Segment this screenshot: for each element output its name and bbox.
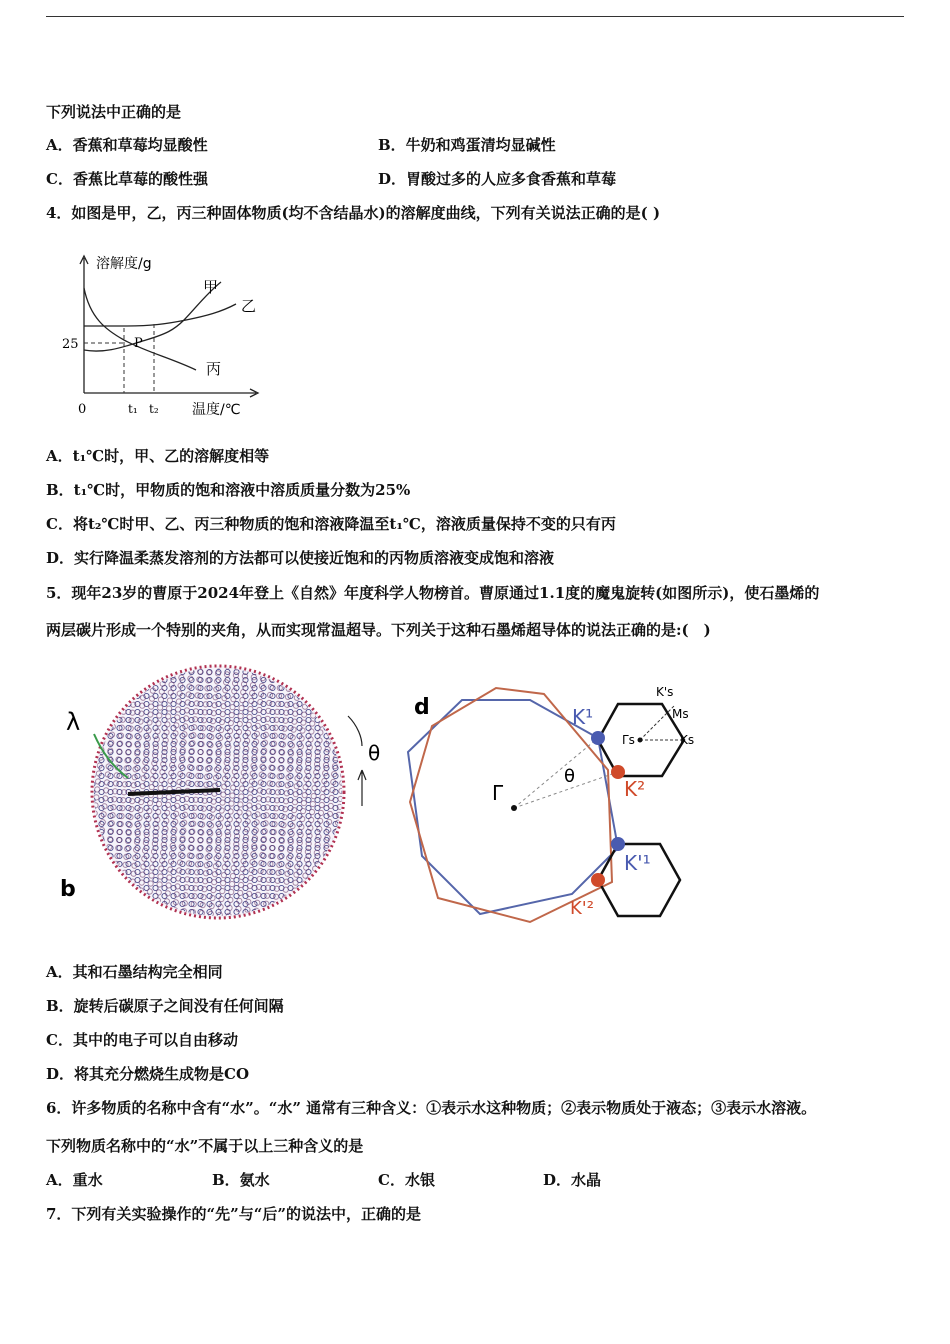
origin-label: 0 (78, 402, 87, 417)
ms-label: Ms (672, 707, 689, 721)
q5-option-b: B．旋转后碳原子之间没有任何间隔 (46, 997, 284, 1015)
series-label-bing: 丙 (206, 360, 222, 378)
graphene-figure (52, 660, 707, 932)
theta-arrow-bottom (358, 770, 366, 806)
gamma-dot (511, 805, 517, 811)
panel-b-label: b (60, 877, 76, 902)
q4-option-a: A．t₁℃时，甲、乙的溶解度相等 (46, 447, 270, 465)
q4-option-c: C．将t₂℃时甲、乙、丙三种物质的饱和溶液降温至t₁℃，溶液质量保持不变的只有丙 (46, 515, 616, 533)
panel-b-moire (92, 666, 366, 918)
q3-option-c: C．香蕉比草莓的酸性强 (46, 170, 208, 188)
q4-option-d: D．实行降温柔蒸发溶剂的方法都可以使接近饱和的丙物质溶液变成饱和溶液 (46, 549, 555, 567)
header-rule (46, 16, 904, 17)
solubility-chart (56, 248, 268, 424)
ks-prime-label: K's (656, 685, 674, 699)
q3-option-d: D．胃酸过多的人应多食香蕉和草莓 (378, 170, 617, 188)
q5-stem-line2: 两层碳片形成一个特别的夹角，从而实现常温超导。下列关于这种石墨烯超导体的说法正确的是:( ) (46, 621, 711, 639)
q7-stem: 7．下列有关实验操作的“先”与“后”的说法中，正确的是 (46, 1205, 421, 1223)
theta-arrow-top (348, 716, 362, 746)
x-tick-t1: t₁ (128, 402, 138, 416)
q6-option-a: A．重水 (46, 1171, 103, 1189)
lambda-label: λ (66, 708, 81, 736)
curve-bing (84, 288, 196, 370)
series-label-yi: 乙 (241, 297, 257, 315)
k2-dot (611, 765, 625, 779)
q5-option-d: D．将其充分燃烧生成物是CO (46, 1065, 250, 1083)
kp1-dot (611, 837, 625, 851)
q4-option-b: B．t₁℃时，甲物质的饱和溶液中溶质质量分数为25% (46, 481, 411, 499)
kp2-dot (591, 873, 605, 887)
q6-option-d: D．水晶 (543, 1171, 602, 1189)
q6-option-c: C．水银 (378, 1171, 435, 1189)
ks-label: Ks (680, 733, 695, 747)
q6-stem-line2: 下列物质名称中的“水”不属于以上三种含义的是 (46, 1137, 364, 1155)
q6-stem-line1: 6．许多物质的名称中含有“水”。“水” 通常有三种含义：①表示水这种物质；②表示物质处于液态；③表示水溶液。 (46, 1099, 817, 1117)
q5-option-c: C．其中的电子可以自由移动 (46, 1031, 238, 1049)
q6-option-b: B．氨水 (212, 1171, 270, 1189)
x-axis-label: 温度/℃ (192, 402, 241, 418)
gamma-label: Γ (492, 781, 504, 805)
q5-stem-line1: 5．现年23岁的曹原于2024年登上《自然》年度科学人物榜首。曹原通过1.1度的魔鬼旋转(如图所示)，使石墨烯的 (46, 584, 820, 602)
series-label-jia: 甲 (203, 278, 219, 296)
kp1-label: K'¹ (624, 851, 651, 875)
q3-option-a: A．香蕉和草莓均显酸性 (46, 136, 208, 154)
y-axis-label: 溶解度/g (96, 256, 152, 272)
gamma-s-label: Γs (622, 733, 635, 747)
x-tick-t2: t₂ (149, 402, 159, 416)
k1-label: K¹ (572, 705, 594, 729)
intro-line: 下列说法中正确的是 (46, 103, 182, 121)
curve-yi (84, 304, 236, 326)
panel-d-label: d (414, 695, 430, 720)
theta-label-d: θ (564, 766, 576, 787)
k2-label: K² (624, 777, 646, 801)
q4-stem: 4．如图是甲，乙，丙三种固体物质(均不含结晶水)的溶解度曲线，下列有关说法正确的是( ) (46, 204, 661, 222)
kp2-label: K'² (570, 898, 594, 919)
panel-d-brillouin (408, 688, 684, 922)
q3-option-b: B．牛奶和鸡蛋清均显碱性 (378, 136, 556, 154)
q5-option-a: A．其和石墨结构完全相同 (46, 963, 223, 981)
y-tick-25: 25 (62, 337, 79, 352)
k1-dot (591, 731, 605, 745)
point-p-label: P (134, 336, 143, 351)
theta-label-b: θ (368, 741, 381, 765)
